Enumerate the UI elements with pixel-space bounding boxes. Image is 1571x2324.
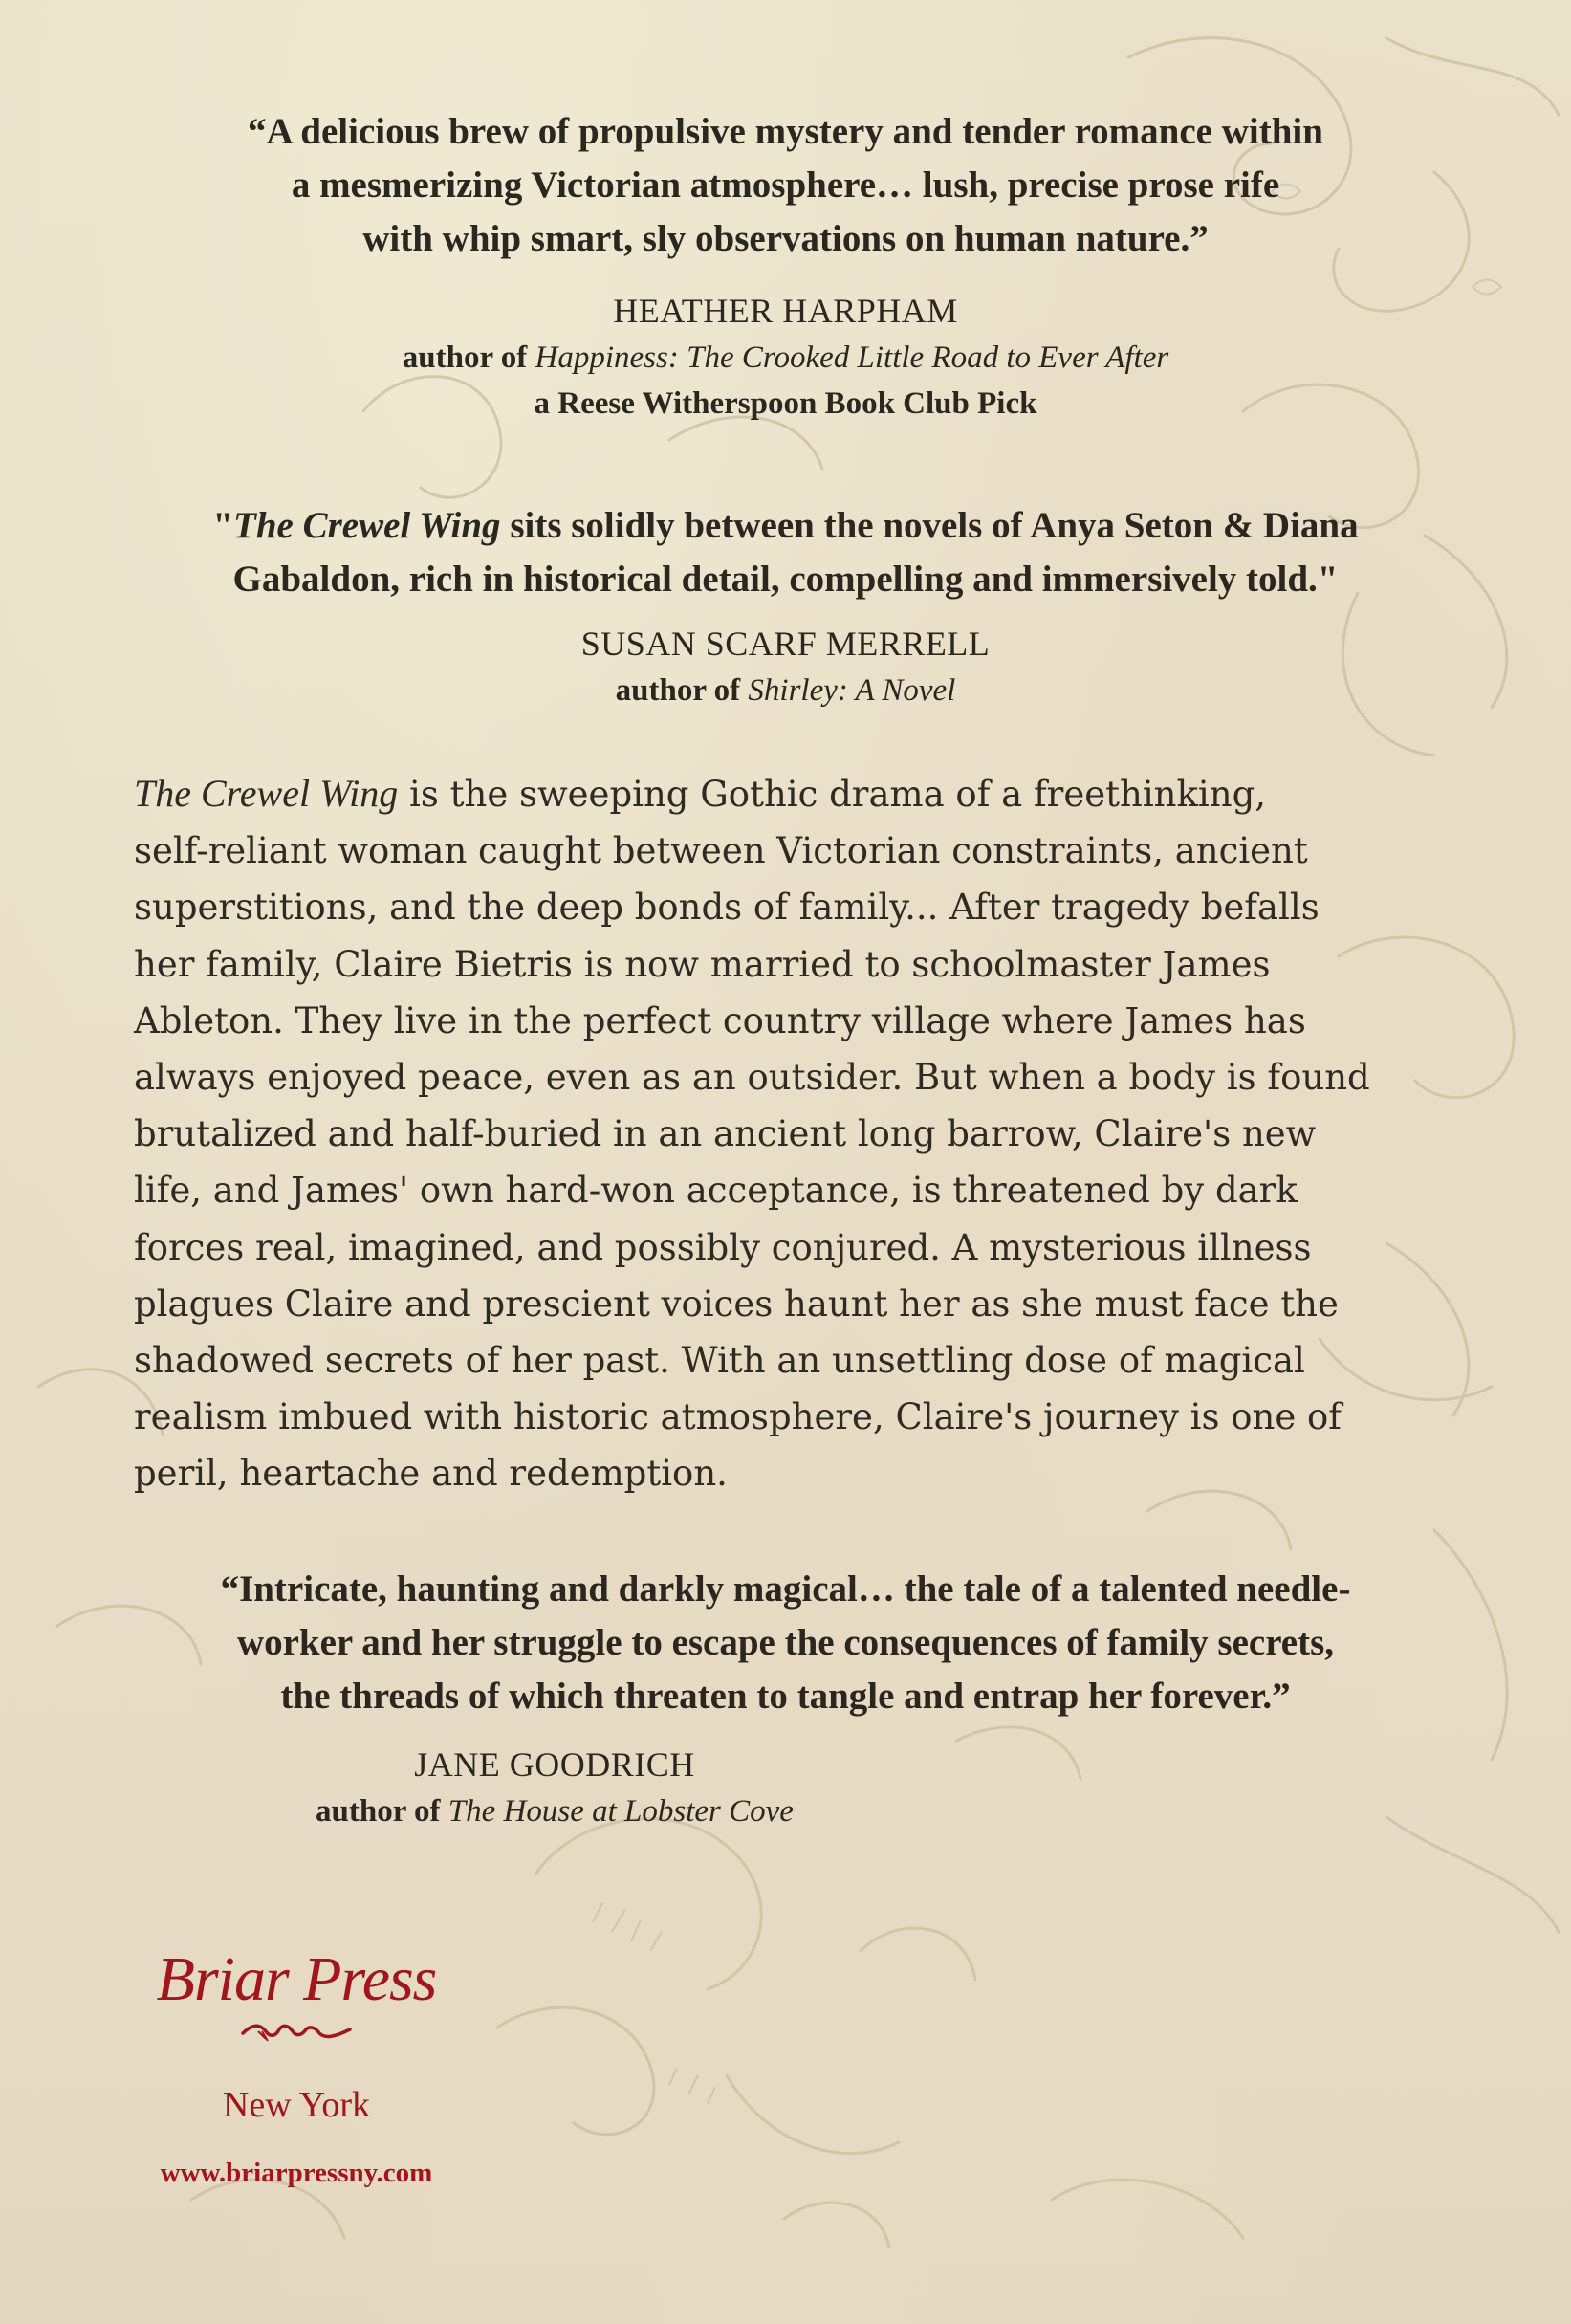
quote-line: with whip smart, sly observations on human nature.” — [362, 218, 1209, 259]
reviewer-credit — [220, 1788, 889, 1834]
review-quote-3-attribution — [220, 1741, 889, 1834]
publisher-logo: Briar Press — [156, 1944, 437, 2014]
blurb-line: forces real, imagined, and possibly conjured. A mysterious illness — [134, 1226, 1312, 1268]
book-description — [134, 765, 1473, 1502]
blurb-line: shadowed secrets of her past. With an unsettling dose of magical — [134, 1340, 1305, 1382]
blurb-line: peril, heartache and redemption. — [134, 1453, 728, 1495]
reviewer-credit-extra: a Reese Witherspoon Book Club Pick — [534, 386, 1037, 421]
credit-prefix: author of — [402, 340, 535, 375]
quote-line: a mesmerizing Victorian atmosphere… lush, precise prose rife — [291, 164, 1280, 206]
blurb-line: self-reliant woman caught between Victorian constraints, ancient — [134, 830, 1308, 872]
quote-line — [0, 499, 1571, 553]
publisher-flourish-icon — [239, 2020, 354, 2043]
blurb-line: always enjoyed peace, even as an outsider. But when a body is found — [134, 1057, 1370, 1099]
blurb-line: plagues Claire and prescient voices haunt her as she must face the — [134, 1283, 1339, 1325]
quote-text: sits solidly between the novels of Anya Seton & Diana — [500, 505, 1359, 546]
credit-book-title: The House at Lobster Cove — [447, 1794, 794, 1829]
publisher-website-link[interactable]: www.briarpressny.com — [160, 2158, 433, 2188]
review-quote-1 — [0, 105, 1571, 427]
credit-book-title: Shirley: A Novel — [748, 673, 956, 708]
quote-line: worker and her struggle to escape the consequences of family secrets, — [236, 1622, 1335, 1663]
reviewer-name: SUSAN SCARF MERRELL — [580, 625, 991, 663]
publisher-city: New York — [222, 2085, 371, 2125]
blurb-line: life, and James' own hard-won acceptance, is threatened by dark — [134, 1170, 1298, 1212]
reviewer-name: JANE GOODRICH — [414, 1745, 695, 1784]
credit-book-title: Happiness: The Crooked Little Road to Ever After — [535, 340, 1169, 375]
blurb-line: Ableton. They live in the perfect country village where James has — [134, 999, 1306, 1041]
blurb-line — [134, 765, 1473, 822]
blurb-line: her family, Claire Bietris is now married to schoolmaster James — [134, 943, 1271, 985]
quote-line: “Intricate, haunting and darkly magical… the tale of a talented needle- — [220, 1568, 1351, 1610]
credit-prefix: author of — [615, 673, 749, 708]
blurb-text: is the sweeping Gothic drama of a freethinking, — [398, 774, 1267, 815]
quote-line: the threads of which threaten to tangle and entrap her forever.” — [280, 1676, 1291, 1717]
reviewer-credit — [0, 668, 1571, 713]
credit-prefix: author of — [316, 1794, 448, 1829]
quote-line: “A delicious brew of propulsive mystery and tender romance within — [248, 111, 1323, 152]
review-quote-2 — [0, 499, 1571, 713]
reviewer-credit — [0, 335, 1571, 381]
blurb-book-title: The Crewel Wing — [134, 772, 399, 815]
blurb-line: realism imbued with historic atmosphere, Claire's journey is one of — [134, 1396, 1342, 1438]
reviewer-name: HEATHER HARPHAM — [613, 292, 958, 330]
blurb-line: brutalized and half-buried in an ancient long barrow, Claire's new — [134, 1113, 1317, 1155]
blurb-line: superstitions, and the deep bonds of family... After tragedy befalls — [134, 887, 1320, 929]
publisher-block — [96, 1941, 497, 2194]
quote-line: Gabaldon, rich in historical detail, compelling and immersively told." — [232, 559, 1339, 600]
quote-book-title: The Crewel Wing — [233, 505, 501, 546]
quote-open-mark: " — [212, 505, 234, 546]
review-quote-3 — [0, 1563, 1571, 1723]
